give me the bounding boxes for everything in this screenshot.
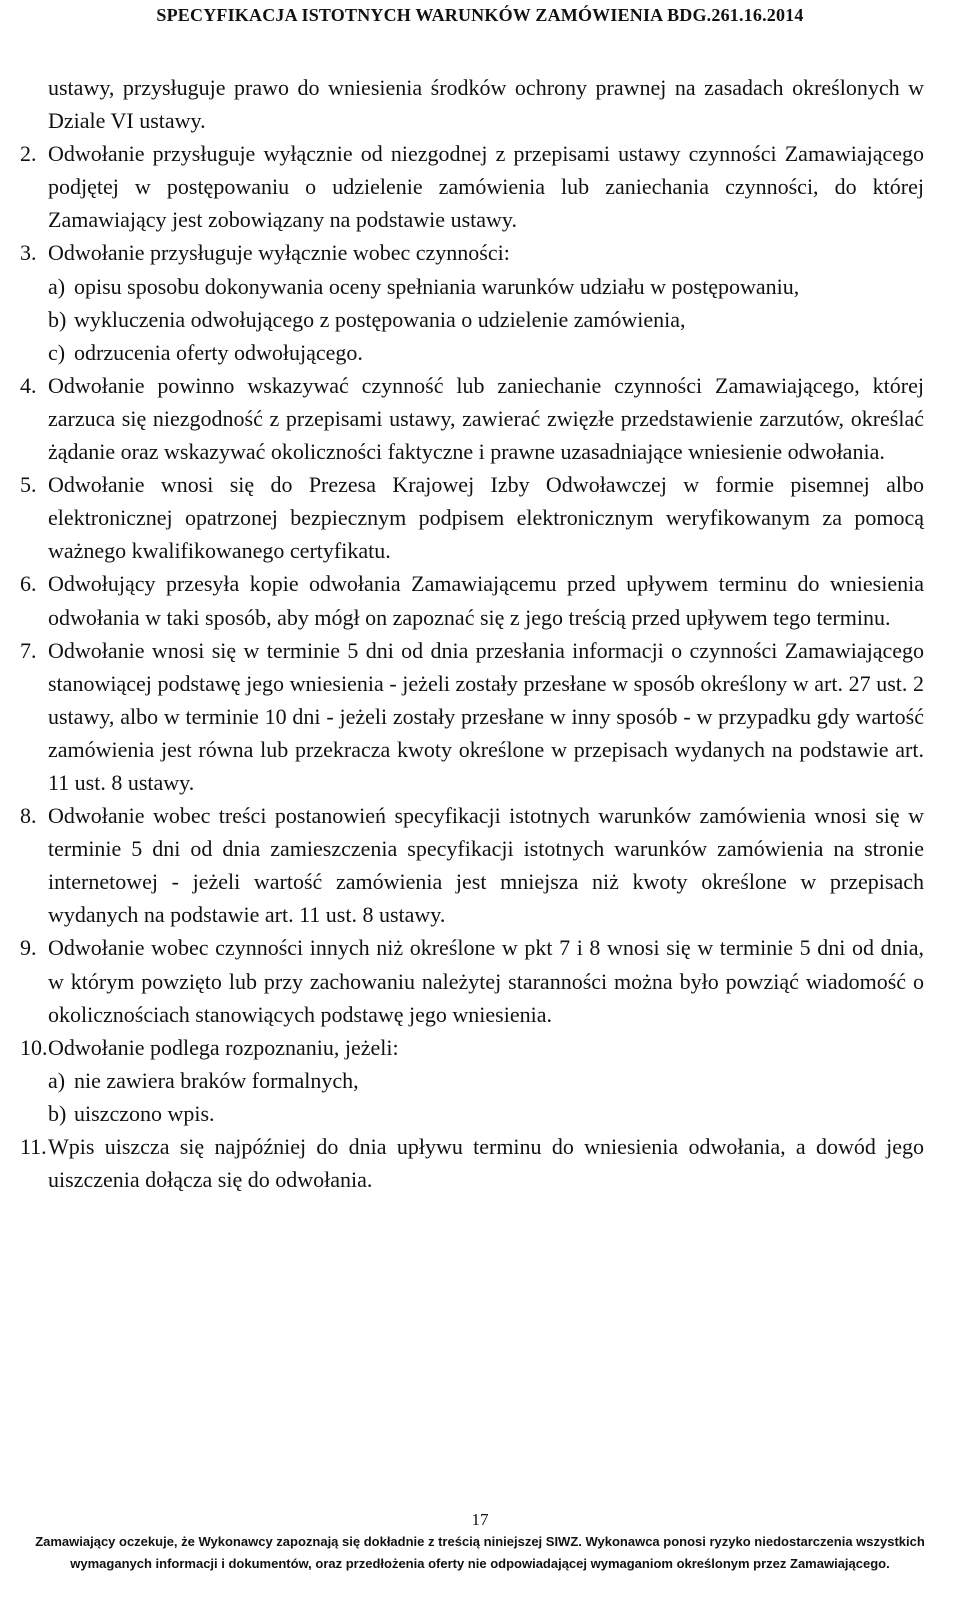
document-body — [20, 71, 924, 1196]
sub-item-a — [48, 270, 924, 303]
list-item-6 — [20, 567, 924, 633]
sub-item-text: opisu sposobu dokonywania oceny spełniania warunków udziału w postępowaniu, — [74, 273, 800, 299]
list-item-7 — [20, 634, 924, 799]
item-text: Odwołanie podlega rozpoznaniu, jeżeli: — [48, 1034, 399, 1060]
item-number: 5. — [20, 472, 37, 498]
item-number: 6. — [20, 571, 37, 597]
item-number: 4. — [20, 372, 37, 398]
list-item-10 — [20, 1031, 924, 1130]
sub-item-b — [48, 303, 924, 336]
sub-item-letter: a) — [48, 273, 66, 299]
item-text: Odwołanie przysługuje wyłącznie od niezgodnej z przepisami ustawy czynności Zamawiającego podjętej w postępowaniu o udzielenie zamówienia lub zaniechania czynności, do której Zamawiający jest zobowiązany na podstawie ustawy. — [48, 141, 924, 233]
item-number: 3. — [20, 240, 37, 266]
item-number: 9. — [20, 935, 37, 961]
item-content — [48, 236, 924, 368]
item-number: 7. — [20, 637, 37, 663]
list-item-9 — [20, 931, 924, 1030]
sub-item-c — [48, 336, 924, 369]
list-item-2 — [20, 137, 924, 236]
footer-line-1: Zamawiający oczekuje, że Wykonawcy zapoznają się dokładnie z treścią niniejszej SIWZ. Wykonawca ponosi ryzyko niedostarczenia wszystkich — [35, 1534, 925, 1549]
item-text: Odwołanie powinno wskazywać czynność lub zaniechanie czynności Zamawiającego, której zarzuca się niezgodność z przepisami ustawy, zawierać zwięzłe przedstawienie zarzutów, określać żądanie oraz wskazywać okoliczności faktyczne i prawne uzasadniające wniesienie odwołania. — [48, 372, 924, 465]
item-text: Odwołanie wnosi się w terminie 5 dni od dnia przesłania informacji o czynności Zamawiającego stanowiącej podstawę jego wniesienia - jeżeli zostały przesłane w sposób określony w art. 27 ust. 2 ustawy, albo w terminie 10 dni - jeżeli zostały przesłane w inny sposób - w przypadku gdy wartość zamówienia jest równa lub przekracza kwoty określone w przepisach wydanych na podstawie art. 11 ust. 8 ustawy. — [48, 637, 924, 795]
item-number: 8. — [20, 803, 37, 829]
item-number: 10. — [20, 1034, 48, 1060]
footer-line-2: wymaganych informacji i dokumentów, oraz przedłożenia oferty nie odpowiadającej wymaganiom określonym przez Zamawiającego. — [70, 1556, 890, 1571]
item-content — [48, 1031, 924, 1130]
list-item-3 — [20, 236, 924, 368]
continuation-paragraph: ustawy, przysługuje prawo do wniesienia środków ochrony prawnej na zasadach określonych w Dziale VI ustawy. — [48, 75, 924, 134]
item-text: Odwołujący przesyła kopie odwołania Zamawiającemu przed upływem terminu do wniesienia odwołania w taki sposób, aby mógł on zapoznać się z jego treścią przed upływem tego terminu. — [48, 571, 924, 630]
item-number: 2. — [20, 141, 37, 167]
sub-item-letter: b) — [48, 306, 67, 332]
sub-item-text: wykluczenia odwołującego z postępowania o udzielenie zamówienia, — [74, 306, 686, 332]
list-item-8 — [20, 799, 924, 931]
list-item-4 — [20, 369, 924, 468]
item-text: Odwołanie wobec czynności innych niż określone w pkt 7 i 8 wnosi się w terminie 5 dni od dnia, w którym powzięto lub przy zachowaniu należytej staranności można było powziąć wiadomość o okolicznościach stanowiących podstawę jego wniesienia. — [48, 935, 924, 1027]
item-text: Odwołanie wobec treści postanowień specyfikacji istotnych warunków zamówienia wnosi się w terminie 5 dni od dnia zamieszczenia specyfikacji istotnych warunków zamówienia na stronie internetowej - jeżeli wartość zamówienia jest mniejsza niż kwoty określone w przepisach wydanych na podstawie art. 11 ust. 8 ustawy. — [48, 803, 924, 928]
page-number: 17 — [471, 1510, 489, 1529]
item-text: Odwołanie wnosi się do Prezesa Krajowej Izby Odwoławczej w formie pisemnej albo elektronicznej opatrzonej bezpiecznym podpisem elektronicznym weryfikowanym za pomocą ważnego kwalifikowanego certyfikatu. — [48, 472, 924, 564]
sub-item-letter: a) — [48, 1067, 66, 1093]
sub-item-a — [48, 1064, 924, 1097]
list-item-11 — [20, 1130, 924, 1196]
sub-item-b — [48, 1097, 924, 1130]
item-text: Odwołanie przysługuje wyłącznie wobec czynności: — [48, 240, 510, 266]
page-footer — [10, 1531, 950, 1575]
item-number: 11. — [20, 1134, 47, 1159]
sub-item-letter: c) — [48, 339, 66, 365]
item-text: Wpis uiszcza się najpóźniej do dnia upływu terminu do wniesienia odwołania, a dowód jego uiszczenia dołącza się do odwołania. — [48, 1134, 924, 1193]
document-header: SPECYFIKACJA ISTOTNYCH WARUNKÓW ZAMÓWIENIA BDG.261.16.2014 — [156, 5, 804, 25]
sub-item-letter: b) — [48, 1100, 67, 1126]
sub-item-text: nie zawiera braków formalnych, — [74, 1067, 359, 1093]
sub-item-text: odrzucenia oferty odwołującego. — [74, 339, 363, 365]
sub-item-text: uiszczono wpis. — [74, 1100, 215, 1126]
list-item-5 — [20, 468, 924, 567]
